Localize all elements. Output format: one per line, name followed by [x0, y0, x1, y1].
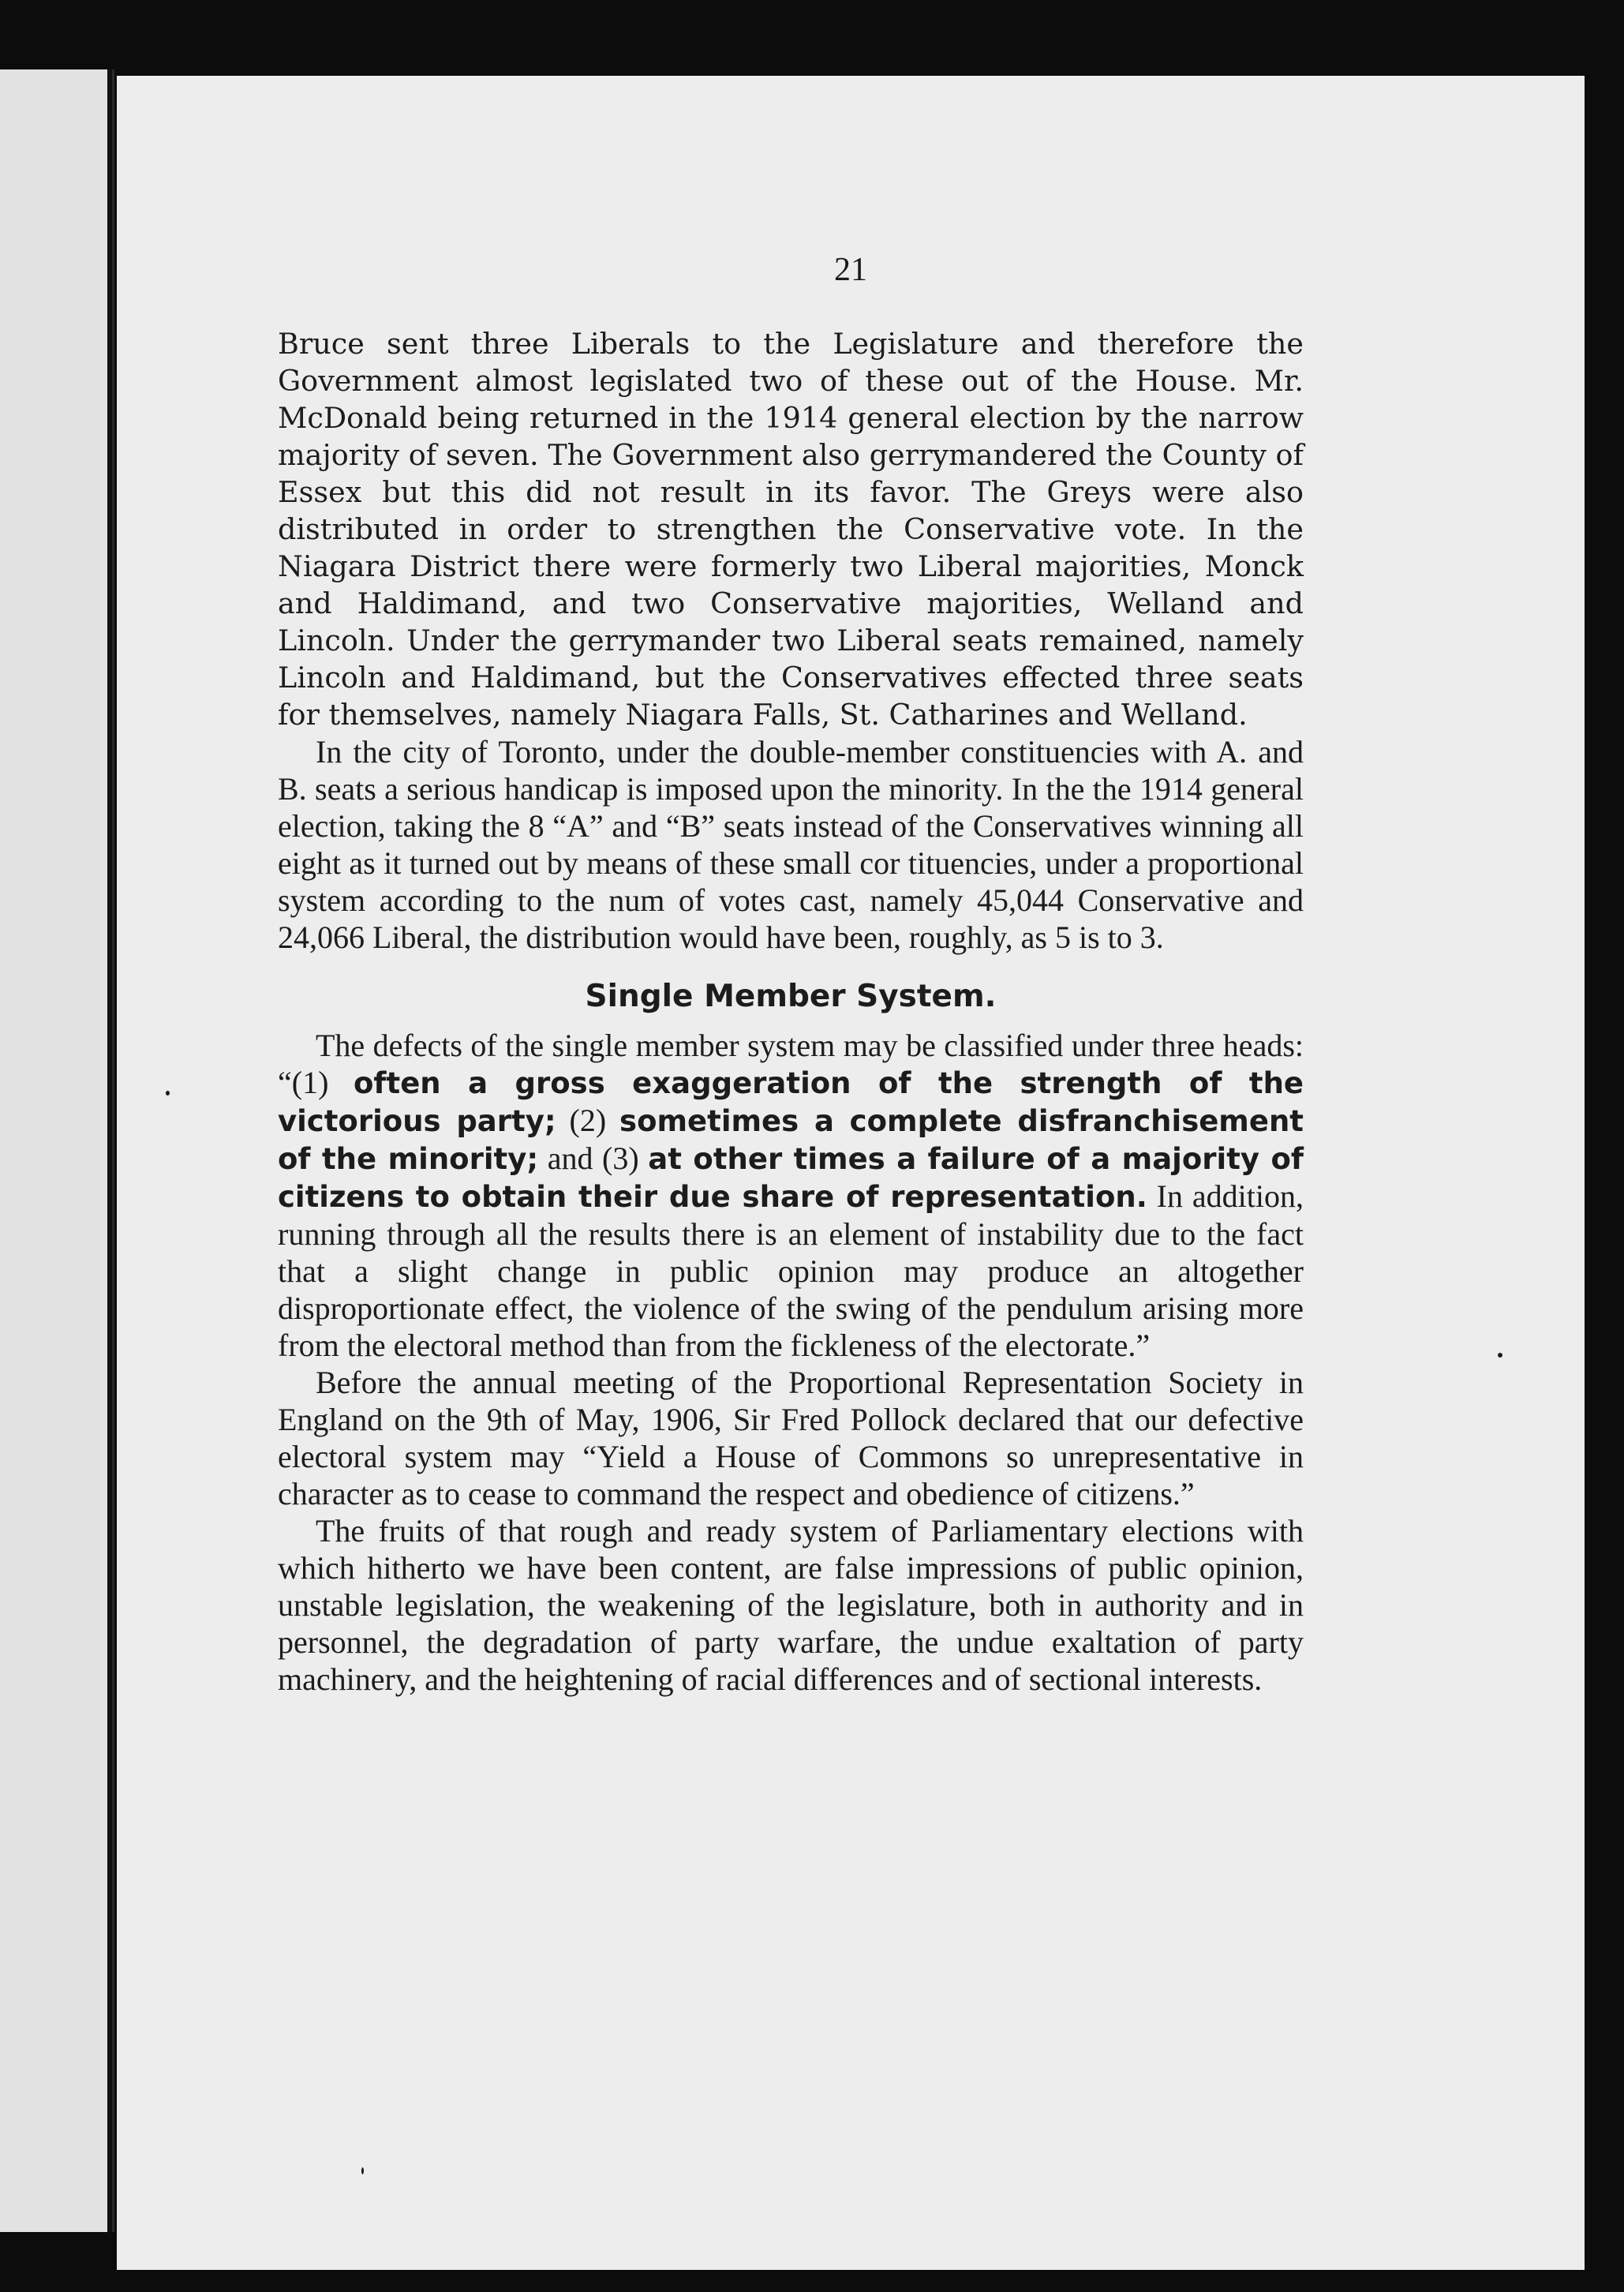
p3-point-3: at other times a failure of a majority of citizens to obtain their due share of representation. — [278, 1142, 1304, 1214]
scan-speck — [1498, 1353, 1502, 1358]
p3-point-2: sometimes a complete disfranchisement of the minority; — [278, 1104, 1304, 1176]
p3-intro: The defects of the single member system may be classified under three heads: “(1) — [278, 1028, 1304, 1100]
p3-rest: In addition, running through all the results there is an element of instability due to the fact that a slight change in public opinion may produce an altogether disproportionate effect, the violence of the swing of the pendulum arising more from the electoral method than from the fickleness of the electorate.” — [278, 1178, 1304, 1363]
page-number: 21 — [834, 252, 867, 288]
page-fold-shadow — [107, 69, 112, 2232]
paragraph-3 — [278, 1027, 1304, 1364]
adjacent-page-edge — [0, 69, 114, 2232]
p3-sep-2: (2) — [556, 1103, 620, 1138]
section-heading: Single Member System. — [585, 979, 997, 1014]
page-body — [278, 325, 1304, 1698]
scan-speck — [361, 2167, 364, 2174]
paragraph-4: Before the annual meeting of the Proportional Representation Society in England on the 9th of May, 1906, Sir Fred Pollock declared that our defective electoral system may “Yield a House of Commons so unrepresentative in character as to cease to command the respect and obedience of citizens.” — [278, 1365, 1304, 1511]
paragraph-5: The fruits of that rough and ready system of Parliamentary elections with which hitherto we have been content, are false impressions of public opinion, unstable legislation, the weakening of the legislature, both in authority and in personnel, the degradation of party warfare, the undue exaltation of party machinery, and the heightening of racial differences and of sectional interests. — [278, 1513, 1304, 1697]
paragraph-1: Bruce sent three Liberals to the Legislature and therefore the Government almost legislated two of these out of the House. Mr. McDonald being returned in the 1914 general election by the narrow majority of seven. The Government also gerrymandered the County of Essex but this did not result in its favor. The Greys were also distributed in order to strengthen the Conservative vote. In the Niagara District there were formerly two Liberal majorities, Monck and Haldimand, and two Conservative majorities, Welland and Lincoln. Under the gerrymander two Liberal seats remained, namely Lincoln and Haldimand, but the Conservatives effected three seats for themselves, namely Niagara Falls, St. Catharines and Welland. — [278, 327, 1304, 732]
scan-speck — [166, 1091, 170, 1095]
scanned-page — [117, 76, 1585, 2270]
p3-sep-3: and (3) — [538, 1140, 649, 1176]
paragraph-2: In the city of Toronto, under the double-member constituencies with A. and B. seats a serious handicap is imposed upon the minority. In the the 1914 general election, taking the 8 “A” and “B” seats instead of the Conservatives winning all eight as it turned out by means of these small cor tituencies, under a proportional system according to the num of votes cast, namely 45,044 Conservative and 24,066 Liberal, the distribution would have been, roughly, as 5 is to 3. — [278, 734, 1304, 955]
p3-point-1: often a gross exaggeration of the strength of the victorious party; — [278, 1066, 1304, 1138]
